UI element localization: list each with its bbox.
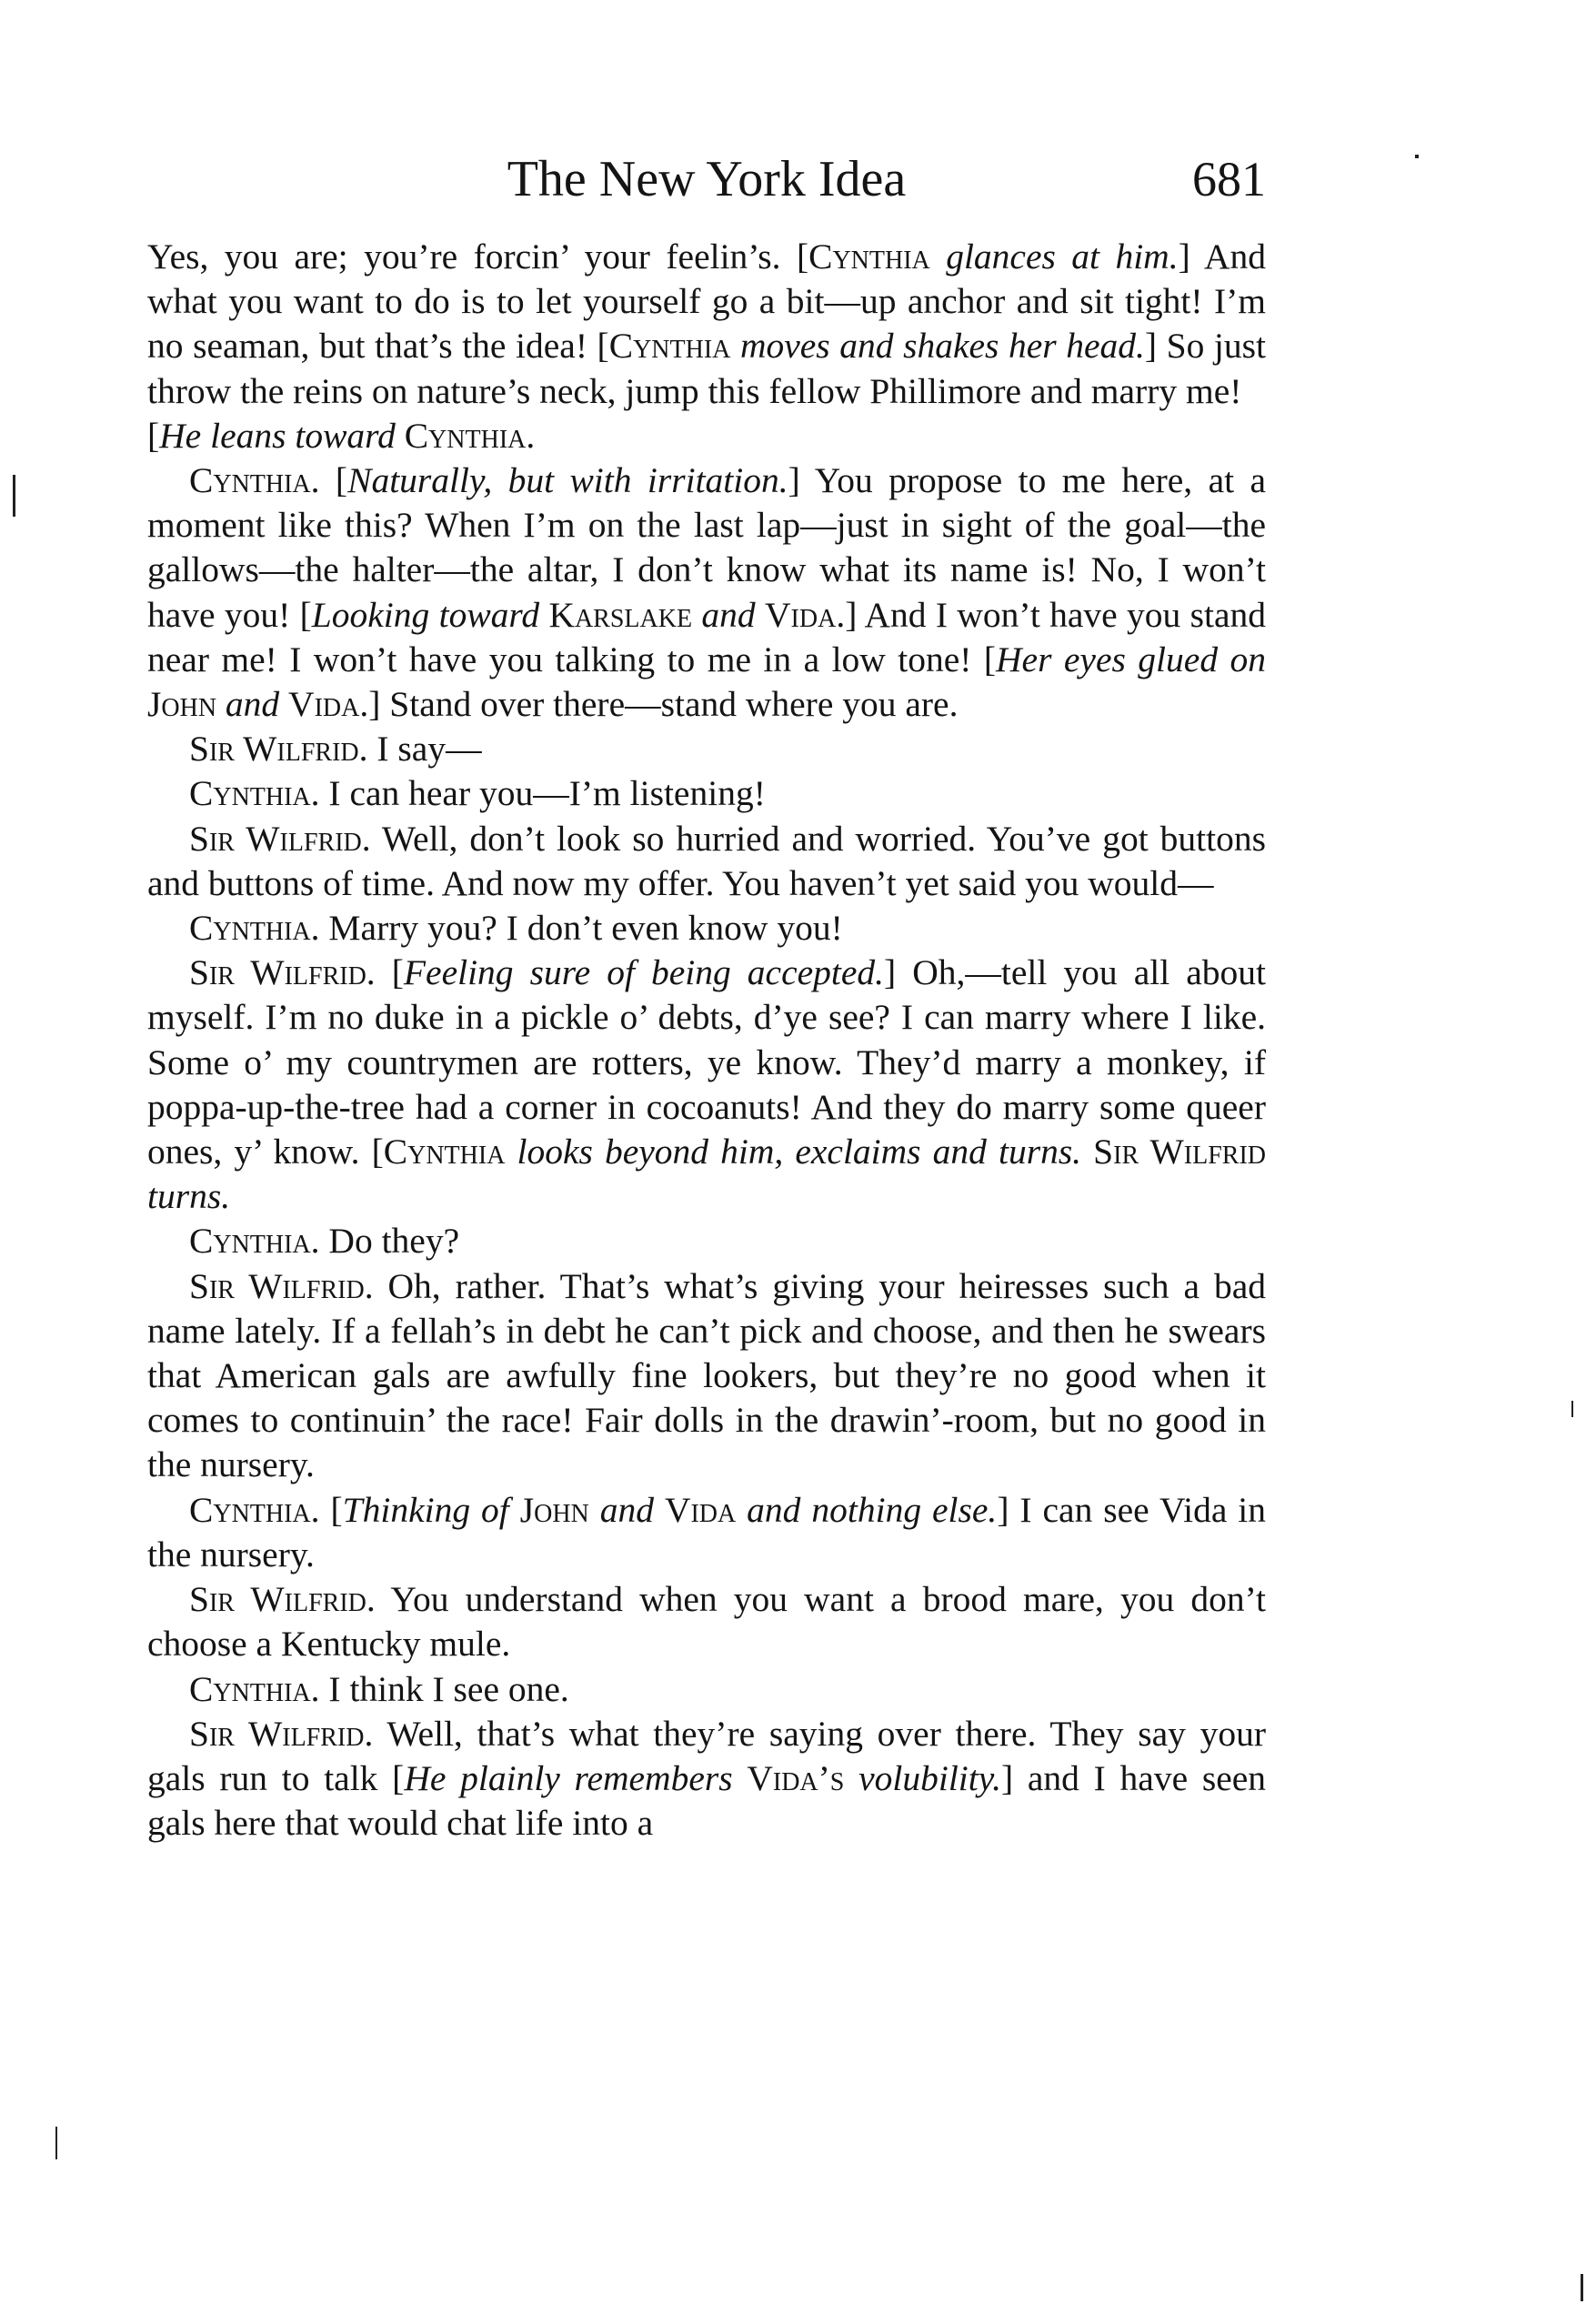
italic-run: Feeling sure of being accepted. — [403, 952, 885, 993]
margin-mark — [1571, 1401, 1573, 1417]
text-run: I can hear you—I’m listening! — [319, 773, 766, 814]
text-run: [ — [319, 460, 348, 501]
speaker-name: Sir Wilfrid. — [189, 952, 376, 993]
margin-mark — [1581, 2274, 1583, 2301]
italic-run: volubility. — [844, 1757, 1001, 1798]
speaker-name: Sir Wilfrid. — [189, 818, 371, 859]
continued-paragraph — [147, 235, 1266, 414]
text-run: Do they? — [319, 1221, 460, 1262]
text-run: ] And I won’t have you stand near me! I won’t have you talking to me in a low tone! [ — [147, 594, 1267, 679]
speaker-name: Cynthia. — [404, 415, 536, 456]
page-number: 681 — [1192, 152, 1266, 206]
italic-run: glances at him. — [929, 236, 1179, 277]
text-run: Well, that’s what they’re saying over there. They say your gals run to talk [ — [147, 1713, 1266, 1798]
speech-paragraph — [147, 1264, 1266, 1488]
running-header — [147, 147, 1266, 220]
speech-paragraph — [147, 1667, 1266, 1712]
text-run: Oh, rather. That’s what’s giving your heiresses such a bad name lately. If a fellah’s in debt he can’t pick and choose, and then he swears that American gals are awfully fine lookers, but they’re no good when it comes to continuin’ the race! Fair dolls in the drawin’-room, but no good in the nursery. — [147, 1265, 1266, 1485]
speaker-name: Sir Wilfrid. — [189, 1579, 376, 1620]
text-run: ] I can see Vida in the nursery. — [147, 1489, 1267, 1575]
italic-run: looks beyond him, exclaims and turns. — [505, 1132, 1094, 1172]
speaker-name: Cynthia. — [189, 908, 320, 949]
italic-run: He plainly remembers — [404, 1757, 748, 1798]
text-run: ] and I have seen gals here that would chat life into a — [147, 1757, 1267, 1844]
speaker-name: Sir Wilfrid. — [189, 1713, 374, 1754]
speech-paragraph — [147, 951, 1266, 1219]
speech-paragraph — [147, 1488, 1266, 1577]
text-run: ] And what you want to do is to let yourself go a bit—up anchor and sit tight! I’m no seaman, but that’s the idea! [ — [147, 236, 1267, 367]
italic-run: turns. — [147, 1176, 231, 1217]
margin-mark — [1415, 155, 1419, 158]
italic-run: and — [692, 594, 766, 635]
text-run: Yes, you are; you’re forcin’ your feelin’s. [ — [147, 236, 809, 277]
speaker-name: Cynthia. — [189, 460, 320, 501]
speech-paragraph — [147, 458, 1266, 727]
text-run: I think I see one. — [319, 1668, 569, 1709]
speaker-name: Vida — [664, 1489, 737, 1530]
speaker-name: John — [147, 684, 217, 725]
speaker-name: Vida. — [288, 684, 369, 725]
text-run: Well, don’t look so hurried and worried. You’ve got buttons and buttons of time. And now my offer. You haven’t yet said you would— — [147, 818, 1267, 903]
text-run: You understand when you want a brood mare, you don’t choose a Kentucky mule. — [147, 1579, 1266, 1665]
speech-paragraph — [147, 1712, 1266, 1846]
italic-run: Thinking of — [342, 1489, 520, 1530]
speech-paragraph — [147, 727, 1266, 771]
play-text — [147, 235, 1266, 1846]
italic-run: He leans toward — [159, 415, 405, 456]
italic-run: and — [588, 1489, 665, 1530]
text-run: ] So just throw the reins on nature’s neck, jump this fellow Phillimore and marry me! — [147, 326, 1266, 411]
text-run: [ — [147, 415, 160, 456]
italic-run: Her eyes glued on — [996, 639, 1267, 679]
speech-paragraph — [147, 1219, 1266, 1263]
speaker-name: Cynthia. — [189, 1221, 320, 1262]
text-run: ] Oh,—tell you all about myself. I’m no duke in a pickle o’ debts, d’ye see? I can marry where I like. Some o’ my countrymen are rotters, ye know. They’d marry a monkey, if poppa-up-the-tree had a corner in cocoanuts! And they do marry some queer ones, y’ know. [ — [147, 952, 1266, 1172]
italic-run: and nothing else. — [736, 1489, 998, 1530]
italic-run: moves and shakes her head. — [730, 326, 1145, 367]
speaker-name: John — [519, 1489, 589, 1530]
text-run: ] You propose to me here, at a moment like this? When I’m on the last lap—just in sight of the goal—the gallows—the halter—the altar, I don’t know what its name is! No, I won’t have you! [ — [147, 460, 1266, 635]
italic-run: Naturally, but with irritation. — [347, 460, 788, 501]
speaker-name: Cynthia. — [189, 773, 320, 814]
text-run: I say— — [367, 729, 482, 770]
text-run: Marry you? I don’t even know you! — [319, 908, 843, 949]
stage-direction — [147, 414, 1266, 458]
margin-mark — [55, 2127, 57, 2159]
speaker-name: Cynthia. — [189, 1668, 320, 1709]
speaker-name: Sir Wilfrid — [1093, 1132, 1267, 1172]
speaker-name: Sir Wilfrid. — [189, 729, 368, 770]
text-run: [ — [319, 1489, 343, 1530]
text-run: ] Stand over there—stand where you are. — [368, 684, 959, 725]
margin-mark — [13, 475, 15, 517]
speaker-name: Vida. — [765, 594, 846, 635]
speaker-name: Cynthia — [808, 236, 930, 277]
speech-paragraph — [147, 906, 1266, 951]
speaker-name: Sir Wilfrid. — [189, 1265, 374, 1306]
speech-paragraph — [147, 817, 1266, 906]
running-title: The New York Idea — [507, 151, 907, 207]
speaker-name: Cynthia. — [189, 1489, 320, 1530]
speech-paragraph — [147, 1577, 1266, 1666]
italic-run: Looking toward — [311, 594, 549, 635]
text-run: [ — [375, 952, 404, 993]
speaker-name: Cynthia — [608, 326, 731, 367]
speaker-name: Vida’s — [747, 1757, 845, 1798]
speaker-name: Karslake — [548, 594, 693, 635]
italic-run: and — [216, 684, 289, 725]
speech-paragraph — [147, 771, 1266, 816]
speaker-name: Cynthia — [383, 1132, 506, 1172]
